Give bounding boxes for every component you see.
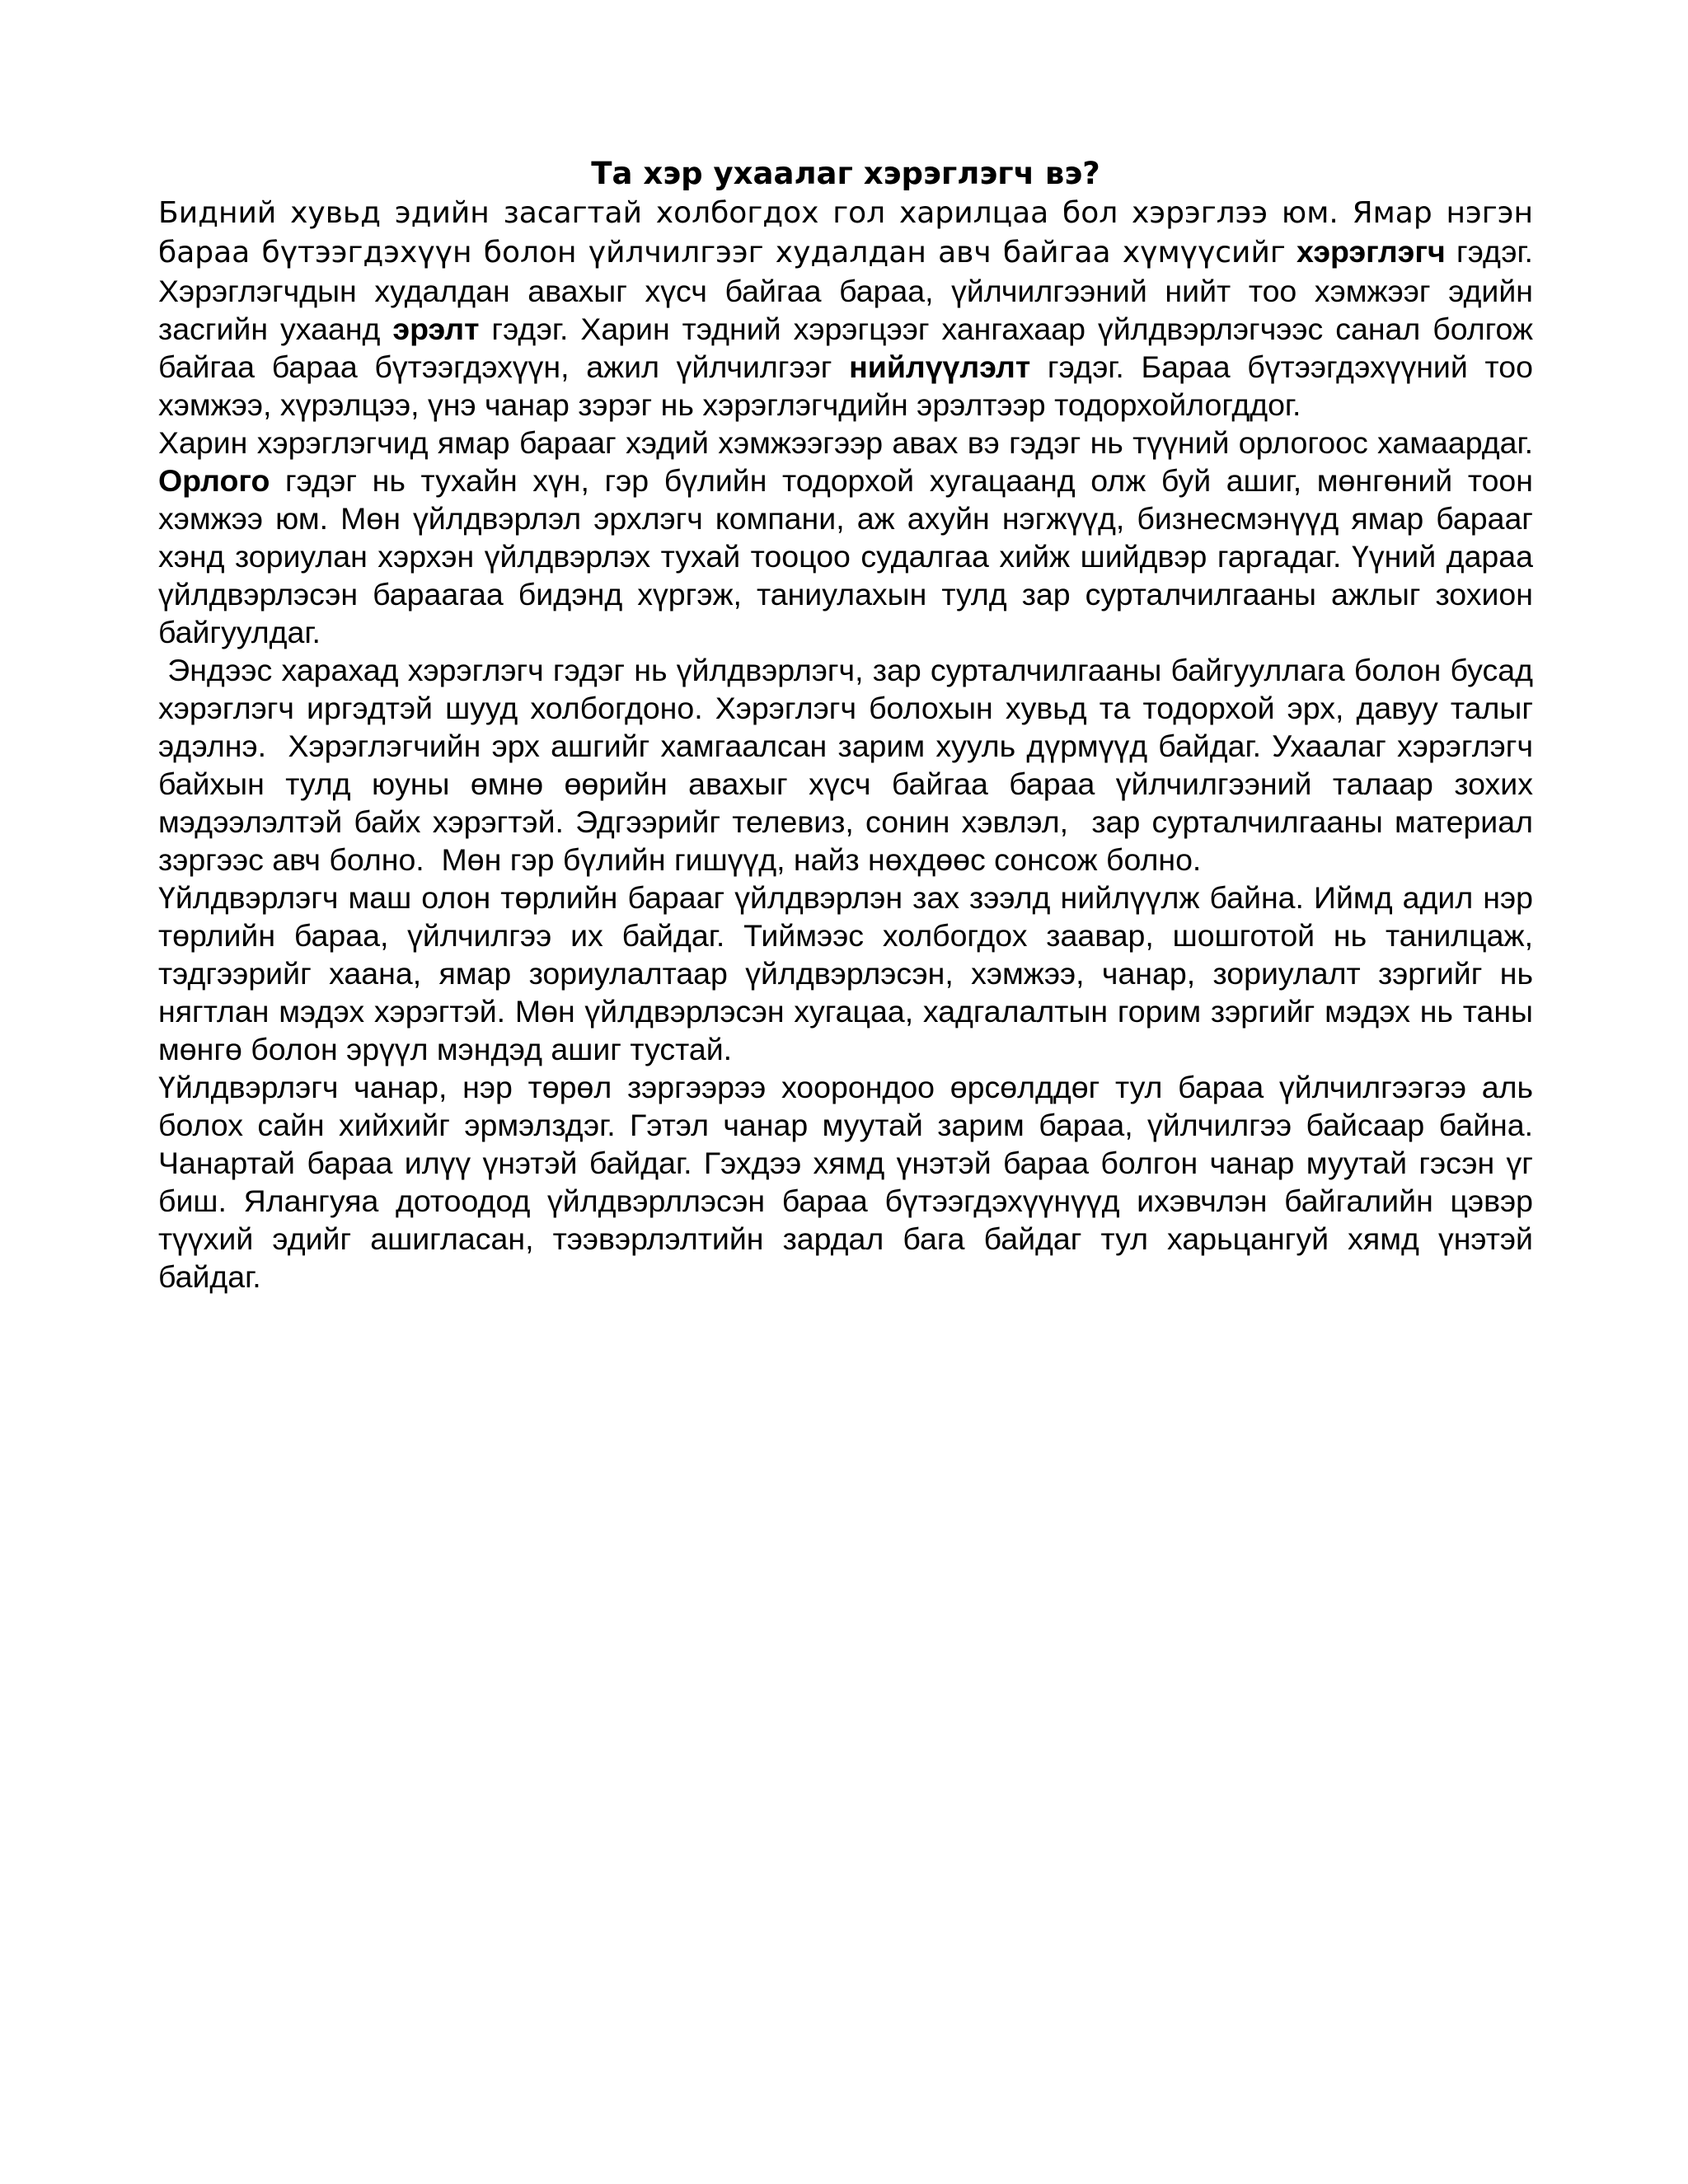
paragraph-1-text-4: гэдэг. Бараа бүтээгдэхүүний тоо хэмжээ, хүрэлцээ, үнэ чанар зэрэг нь хэрэглэгчдийн эрэлтээр тодорхойлогддог. [158, 349, 1533, 422]
paragraph-2-text-2: гэдэг нь тухайн хүн, гэр бүлийн тодорхой хугацаанд олж буй ашиг, мөнгөний тоон хэмжээ юм. Мөн үйлдвэрлэл эрхлэгч компани, аж ахуйн нэгжүүд, бизнесмэнүүд ямар барааг хэнд зориулан хэрхэн үйлдвэрлэх тухай тооцоо судалгаа хийж шийдвэр гаргадаг. Үүний дараа үйлдвэрлэсэн бараагаа бидэнд хүргэж, таниулахын тулд зар сурталчилгааны ажлыг зохион байгуулдаг. [158, 463, 1533, 649]
paragraph-4: Үйлдвэрлэгч маш олон төрлийн барааг үйлдвэрлэн зах зээлд нийлүүлж байна. Иймд адил нэр төрлийн бараа, үйлчилгээ их байдаг. Тиймээс холбогдох заавар, шошготой нь танилцаж, тэдгээрийг хаана, ямар зориулалтаар үйлдвэрлэсэн, хэмжээ, чанар, зориулалт зэргийг нь нягтлан мэдэх хэрэгтэй. Мөн үйлдвэрлэсэн хугацаа, хадгалалтын горим зэргийг мэдэх нь таны мөнгө болон эрүүл мэндэд ашиг тустай. [158, 880, 1533, 1066]
paragraph-1-text-3: гэдэг. Харин тэдний хэрэгцээг хангахаар үйлдвэрлэгчээс санал болгож байгаа бараа бүтээгдэхүүн, ажил үйлчилгээг [158, 312, 1533, 384]
term-supply: нийлүүлэлт [849, 349, 1031, 384]
page-title: Та хэр ухаалаг хэрэглэгч вэ? [591, 156, 1100, 191]
paragraph-2-text-1: Харин хэрэглэгчид ямар барааг хэдий хэмжээгээр авах вэ гэдэг нь түүний орлогоос хамаардаг. [158, 425, 1533, 460]
paragraph-2 [158, 424, 1533, 651]
term-demand: эрэлт [392, 312, 480, 346]
term-consumer: хэрэглэгч [1296, 234, 1446, 269]
paragraph-1 [158, 193, 1533, 424]
term-income: Орлого [158, 463, 270, 498]
paragraph-5: Үйлдвэрлэгч чанар, нэр төрөл зэргээрээ хоорондоо өрсөлддөг тул бараа үйлчилгээгээ аль болох сайн хийхийг эрмэлздэг. Гэтэл чанар муутай зарим бараа, үйлчилгээ байсаар байна. Чанартай бараа илүү үнэтэй байдаг. Гэхдээ хямд үнэтэй бараа болгон чанар муутай гэсэн үг биш. Ялангуяа дотоодод үйлдвэрллэсэн бараа бүтээгдэхүүнүүд ихэвчлэн байгалийн цэвэр түүхий эдийг ашигласан, тээвэрлэлтийн зардал бага байдаг тул харьцангуй хямд үнэтэй байдаг. [158, 1070, 1533, 1294]
document-body [158, 155, 1542, 1296]
paragraph-1-text-2: гэдэг. Хэрэглэгчдын худалдан авахыг хүсч байгаа бараа, үйлчилгээний нийт тоо хэмжээг эдийн засгийн ухаанд [158, 234, 1533, 346]
paragraph-3: Эндээс харахад хэрэглэгч гэдэг нь үйлдвэрлэгч, зар сурталчилгааны байгууллага болон бусад хэрэглэгч иргэдтэй шууд холбогдоно. Хэрэглэгч болохын хувьд та тодорхой эрх, давуу талыг эдэлнэ. Хэрэглэгчийн эрх ашгийг хамгаалсан зарим хууль дүрмүүд байдаг. Ухаалаг хэрэглэгч байхын тулд юуны өмнө өөрийн авахыг хүсч байгаа бараа үйлчилгээний талаар зохих мэдээлэлтэй байх хэрэгтэй. Эдгээрийг телевиз, сонин хэвлэл, зар сурталчилгааны материал зэргээс авч болно. Мөн гэр бүлийн гишүүд, найз нөхдөөс сонсож болно. [158, 653, 1542, 877]
paragraph-1-intro: Бидний хувьд эдийн засагтай холбогдох гол харилцаа бол хэрэглээ юм. Ямар нэгэн бараа бүтээгдэхүүн болон үйлчилгээг худалдан авч байгаа хүмүүсийг [158, 196, 1533, 269]
